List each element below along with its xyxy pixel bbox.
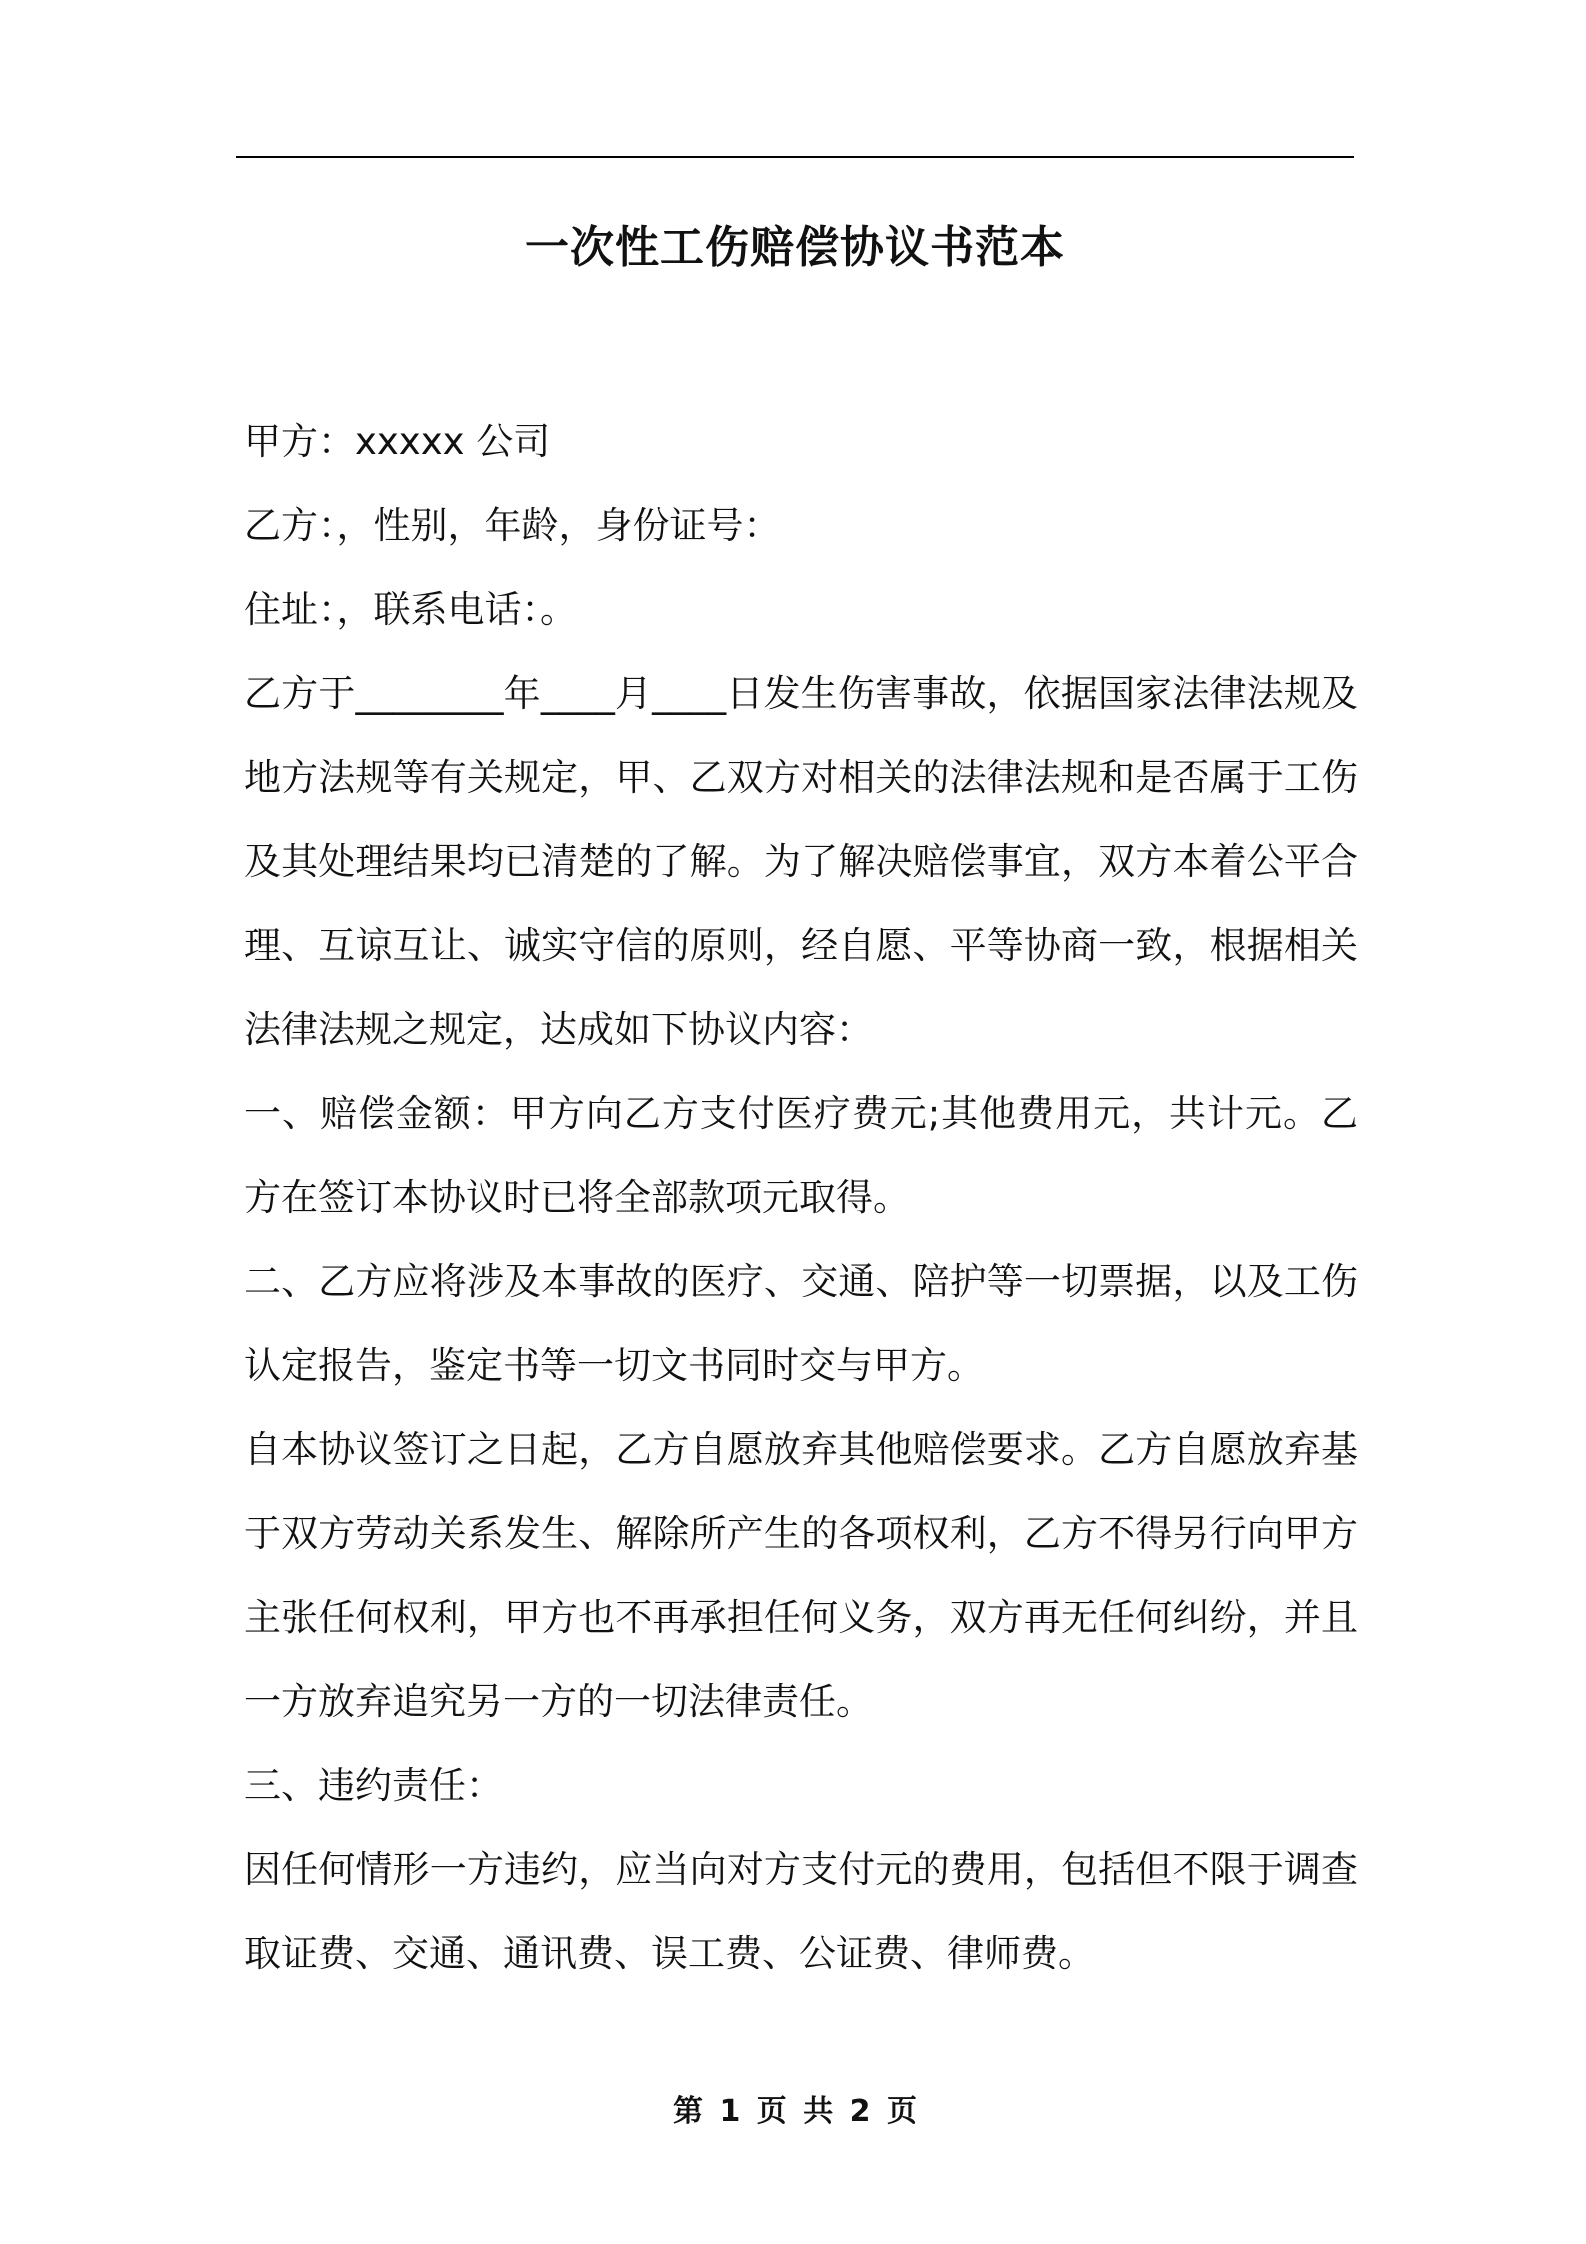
party-b-line: 乙方：，性别，年龄，身份证号： bbox=[244, 504, 781, 547]
document-body bbox=[244, 400, 1358, 1996]
address-line: 住址：，联系电话：。 bbox=[244, 588, 577, 631]
clause-compensation: 一、赔偿金额：甲方向乙方支付医疗费元;其他费用元，共计元。乙方在签订本协议时已将全部款项元取得。 bbox=[244, 1092, 1358, 1219]
party-a-line: 甲方：xxxxx 公司 bbox=[244, 420, 551, 463]
clause-waiver: 自本协议签订之日起，乙方自愿放弃其他赔偿要求。乙方自愿放弃基于双方劳动关系发生、解除所产生的各项权利，乙方不得另行向甲方主张任何权利，甲方也不再承担任何义务，双方再无任何纠纷，并且一方放弃追究另一方的一切法律责任。 bbox=[244, 1428, 1358, 1723]
preamble-paragraph: 乙方于________年____月____日发生伤害事故，依据国家法律法规及地方法规等有关规定，甲、乙双方对相关的法律法规和是否属于工伤及其处理结果均已清楚的了解。为了解决赔偿事宜，双方本着公平合理、互谅互让、诚实守信的原则，经自愿、平等协商一致，根据相关法律法规之规定，达成如下协议内容： bbox=[244, 672, 1358, 1051]
clause-documents: 二、乙方应将涉及本事故的医疗、交通、陪护等一切票据，以及工伤认定报告，鉴定书等一切文书同时交与甲方。 bbox=[244, 1260, 1358, 1387]
document-title: 一次性工伤赔偿协议书范本 bbox=[525, 222, 1065, 273]
header-divider bbox=[236, 156, 1354, 158]
clause-breach-text: 因任何情形一方违约，应当向对方支付元的费用，包括但不限于调查取证费、交通、通讯费、误工费、公证费、律师费。 bbox=[244, 1848, 1358, 1975]
page-number: 第 1 页 共 2 页 bbox=[673, 2094, 917, 2129]
clause-breach-heading: 三、违约责任： bbox=[244, 1764, 503, 1807]
